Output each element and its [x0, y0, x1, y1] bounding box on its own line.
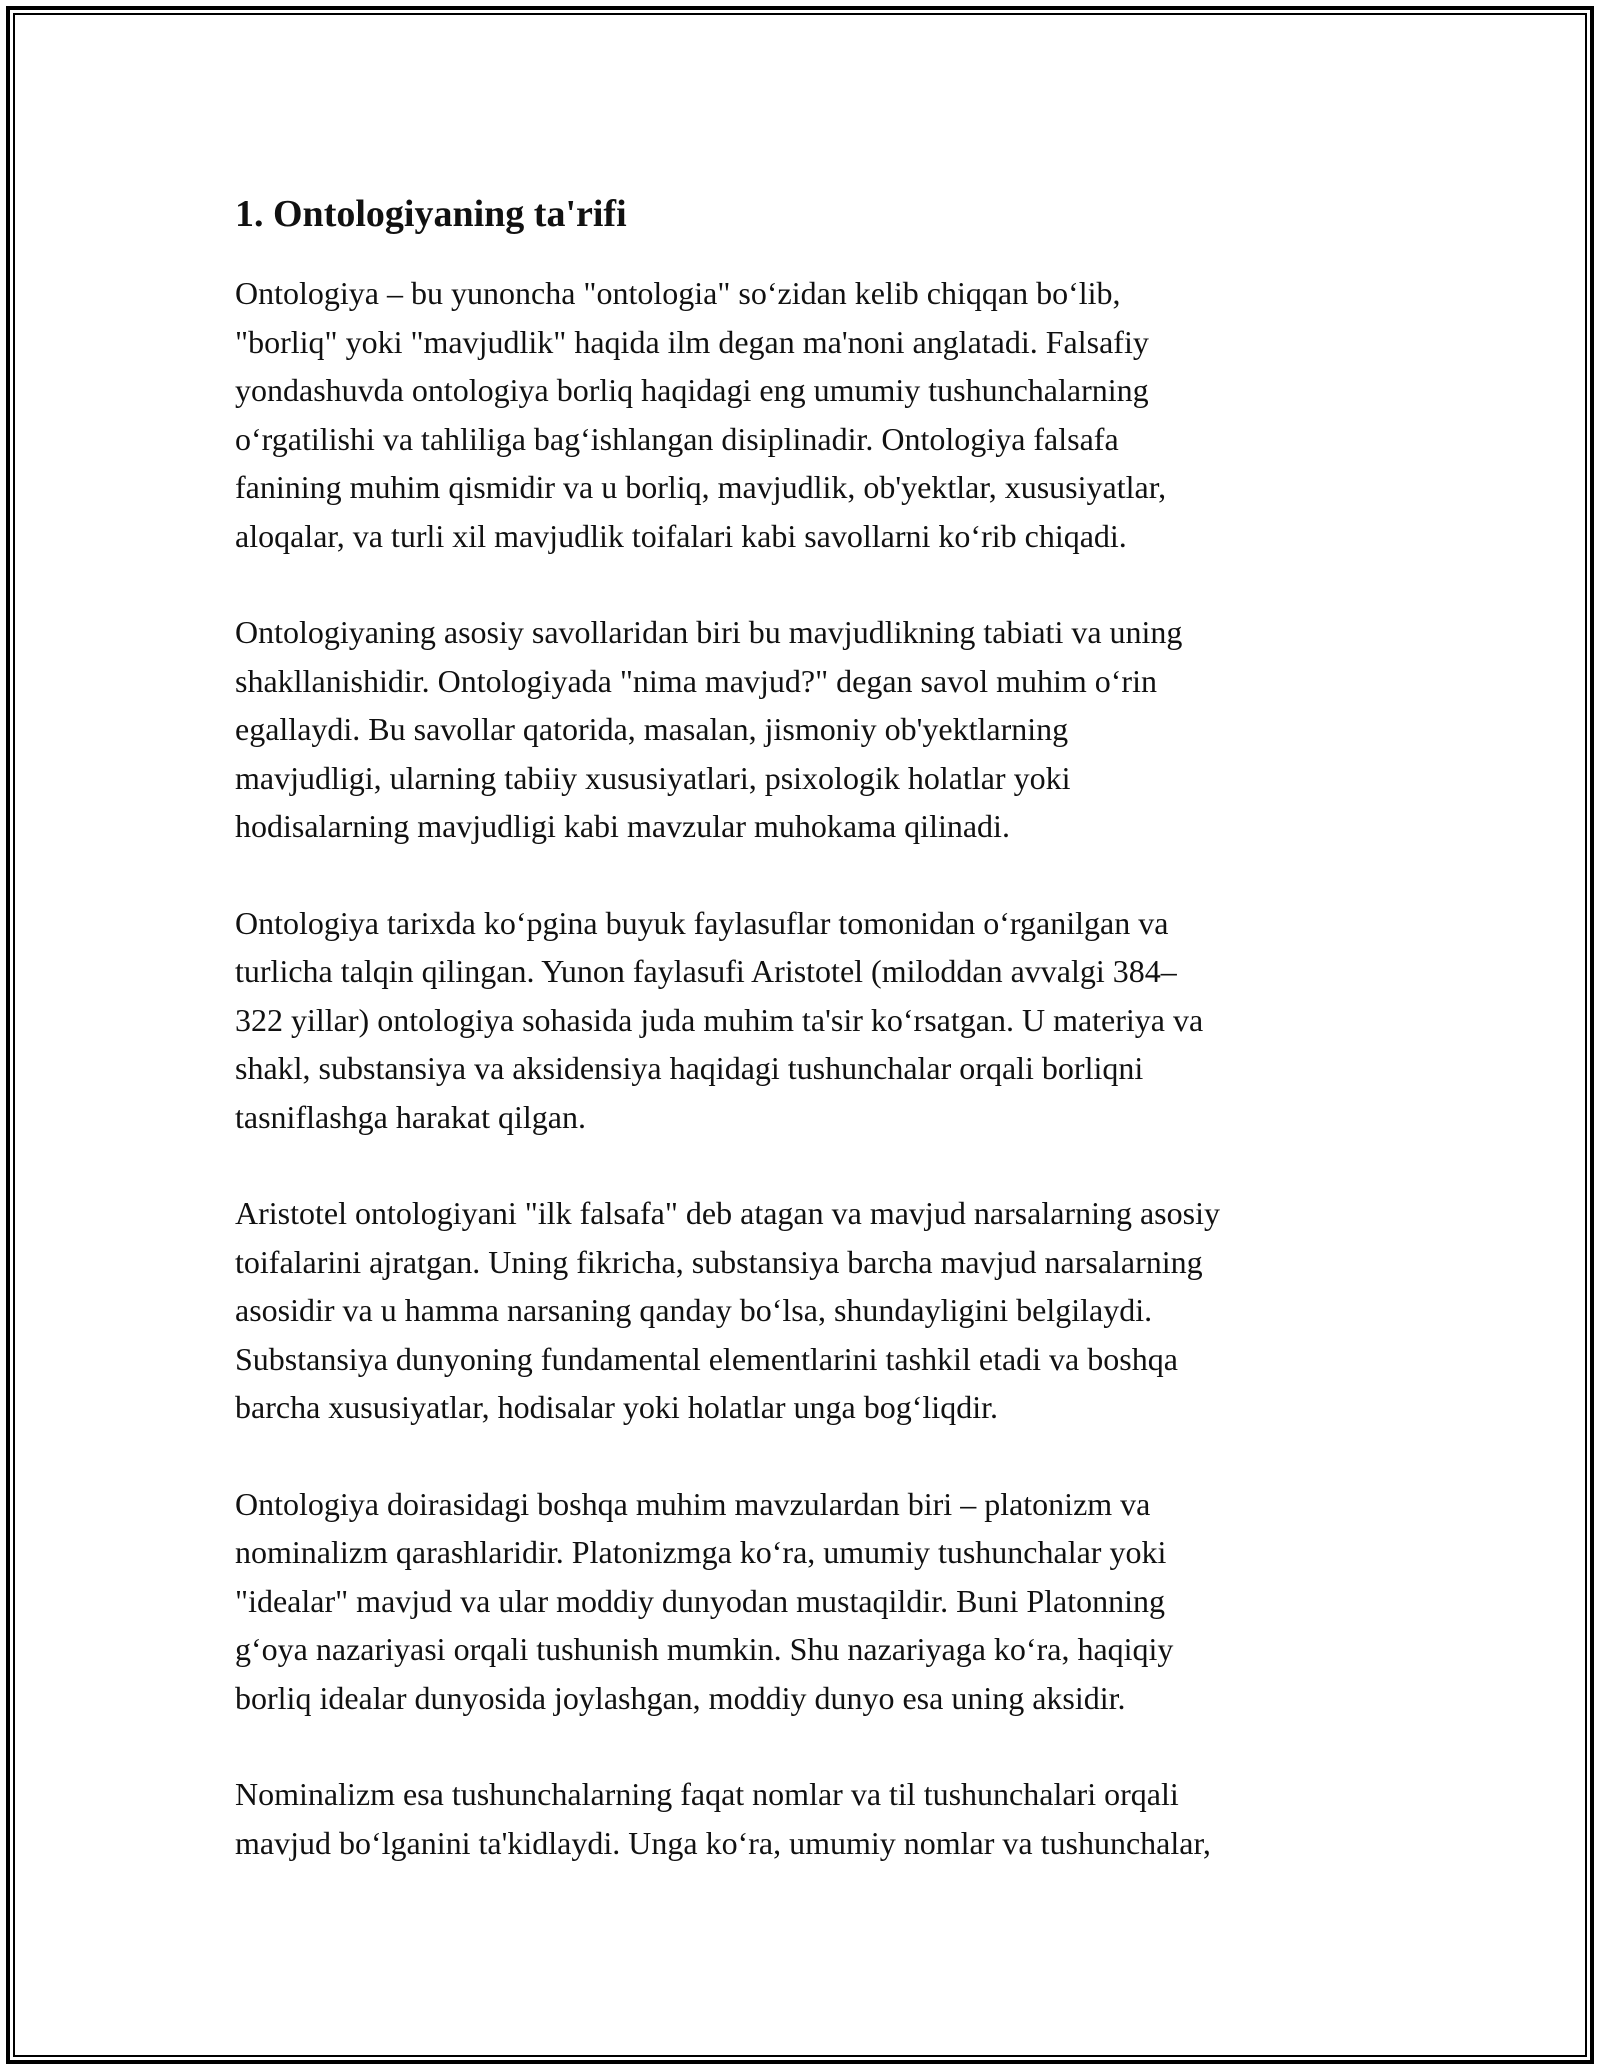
paragraph — [235, 1770, 1375, 1867]
text-line: Nominalizm esa tushunchalarning faqat nomlar va til tushunchalari orqali — [235, 1776, 1179, 1812]
text-line: "borliq" yoki "mavjudlik" haqida ilm degan ma'noni anglatadi. Falsafiy — [235, 323, 1149, 360]
text-line: egallaydi. Bu savollar qatorida, masalan, jismoniy ob'yektlarning — [235, 711, 1069, 747]
text-line: shakllanishidir. Ontologiyada "nima mavjud?" degan savol muhim o‘rin — [235, 662, 1157, 699]
text-line: borliq idealar dunyosida joylashgan, moddiy dunyo esa uning aksidir. — [235, 1679, 1126, 1716]
text-line: barcha xususiyatlar, hodisalar yoki holatlar unga bog‘liqdir. — [235, 1389, 998, 1425]
text-line: hodisalarning mavjudligi kabi mavzular muhokama qilinadi. — [235, 808, 1010, 844]
paragraph — [235, 899, 1375, 1142]
text-line: shakl, substansiya va aksidensiya haqidagi tushunchalar orqali borliqni — [235, 1050, 1144, 1086]
text-line: turlicha talqin qilingan. Yunon faylasufi Aristotel (miloddan avvalgi 384– — [235, 953, 1177, 989]
text-line: g‘oya nazariyasi orqali tushunish mumkin. Shu nazariyaga ko‘ra, haqiqiy — [235, 1631, 1174, 1667]
text-line: o‘rgatilishi va tahliliga bag‘ishlangan disiplinadir. Ontologiya falsafa — [235, 420, 1119, 457]
paragraph — [235, 1189, 1375, 1432]
paragraph — [235, 269, 1375, 560]
text-line: "idealar" mavjud va ular moddiy dunyodan mustaqildir. Buni Platonning — [235, 1582, 1165, 1619]
text-line: Substansiya dunyoning fundamental elementlarini tashkil etadi va boshqa — [235, 1340, 1178, 1377]
section-heading: 1. Ontologiyaning ta'rifi — [235, 193, 627, 235]
paragraph-list — [235, 269, 1375, 1867]
text-line: Ontologiyaning asosiy savollaridan biri bu mavjudlikning tabiati va uning — [235, 614, 1183, 650]
text-line: Ontologiya tarixda ko‘pgina buyuk faylasuflar tomonidan o‘rganilgan va — [235, 904, 1169, 941]
document-body — [235, 183, 1375, 1915]
text-line: mavjud bo‘lganini ta'kidlaydi. Unga ko‘ra, umumiy nomlar va tushunchalar, — [235, 1824, 1211, 1861]
paragraph — [235, 1480, 1375, 1723]
text-line: fanining muhim qismidir va u borliq, mavjudlik, ob'yektlar, xususiyatlar, — [235, 469, 1167, 505]
text-line: asosidir va u hamma narsaning qanday bo‘lsa, shundayligini belgilaydi. — [235, 1292, 1153, 1328]
text-line: Ontologiya – bu yunoncha "ontologia" so‘zidan kelib chiqqan bo‘lib, — [235, 275, 1121, 311]
paragraph — [235, 608, 1375, 851]
text-line: yondashuvda ontologiya borliq haqidagi eng umumiy tushunchalarning — [235, 372, 1149, 408]
text-line: toifalarini ajratgan. Uning fikricha, substansiya barcha mavjud narsalarning — [235, 1243, 1203, 1280]
text-line: aloqalar, va turli xil mavjudlik toifalari kabi savollarni ko‘rib chiqadi. — [235, 517, 1127, 554]
text-line: Ontologiya doirasidagi boshqa muhim mavzulardan biri – platonizm va — [235, 1485, 1151, 1522]
text-line: nominalizm qarashlaridir. Platonizmga ko‘ra, umumiy tushunchalar yoki — [235, 1534, 1167, 1570]
text-line: tasniflashga harakat qilgan. — [235, 1098, 586, 1135]
text-line: Aristotel ontologiyani "ilk falsafa" deb atagan va mavjud narsalarning asosiy — [235, 1195, 1220, 1231]
text-line: mavjudligi, ularning tabiiy xususiyatlari, psixologik holatlar yoki — [235, 759, 1071, 796]
text-line: 322 yillar) ontologiya sohasida juda muhim ta'sir ko‘rsatgan. U materiya va — [235, 1001, 1204, 1038]
